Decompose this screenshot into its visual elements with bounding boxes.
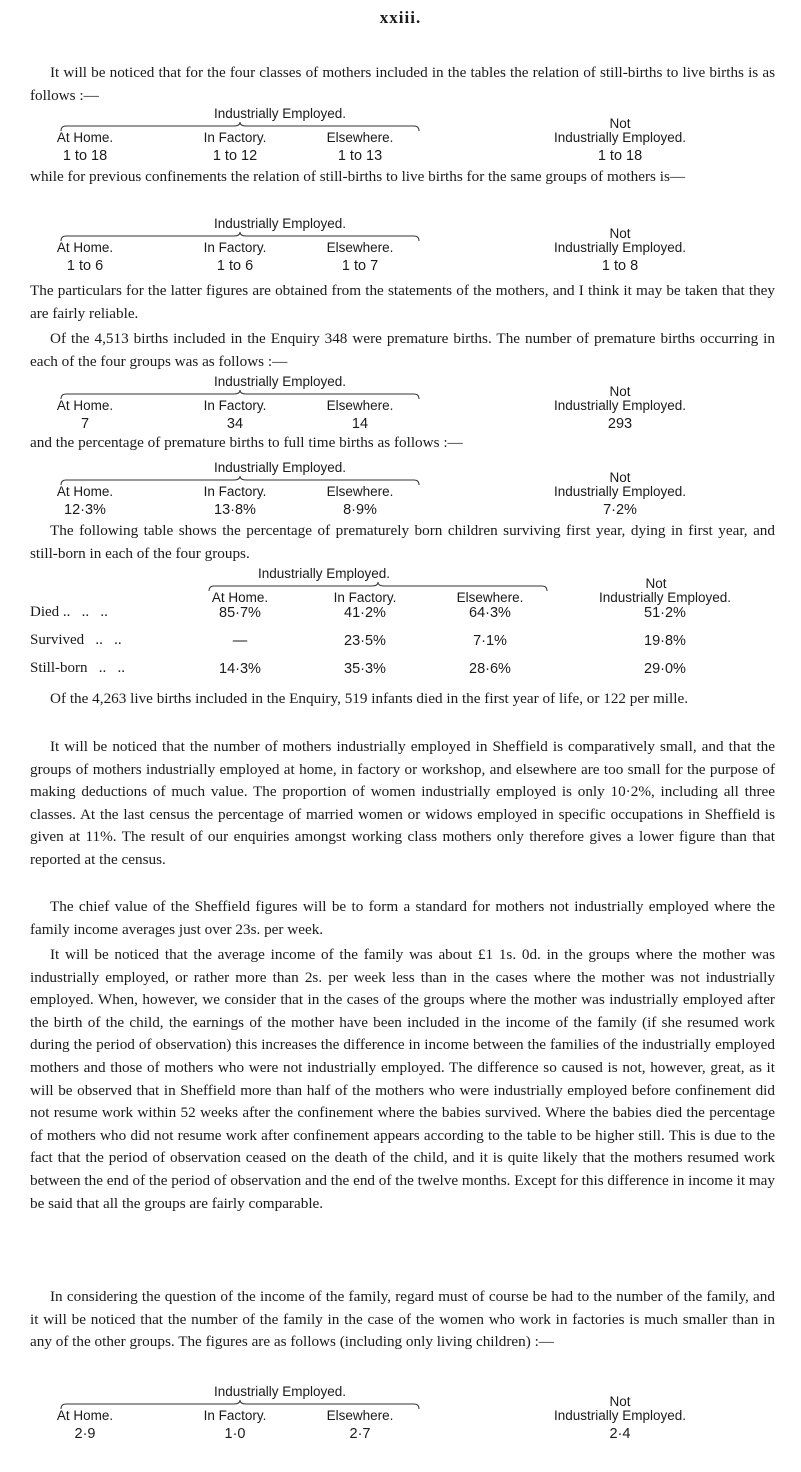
value-stillborn-not-employed: 29·0% [644,661,686,677]
header-in-factory: In Factory. [203,1408,267,1423]
value-at-home: 2·9 [74,1426,96,1442]
header-in-factory: In Factory. [203,398,267,413]
value-at-home: 12·3% [64,502,106,518]
not-caption: Not [609,1394,631,1409]
not-caption: Not [609,470,631,485]
value-survived-at-home: — [232,633,248,649]
value-at-home: 1 to 6 [66,258,104,274]
value-died-not-employed: 51·2% [644,605,686,621]
value-in-factory: 1 to 12 [212,148,258,164]
value-at-home: 1 to 18 [62,148,108,164]
industrially-employed-caption: Industrially Employed. [258,566,391,581]
header-not-employed: Industrially Employed. [553,130,687,145]
value-stillborn-elsewhere: 28·6% [469,661,511,677]
header-at-home: At Home. [56,1408,114,1423]
header-elsewhere: Elsewhere. [326,1408,394,1423]
value-survived-not-employed: 19·8% [644,633,686,649]
value-stillborn-at-home: 14·3% [219,661,261,677]
paragraph-premature-births: Of the 4,513 births included in the Enquiry 348 were premature births. The number of premature births occurring in each of the four groups was as follows :— [30,330,775,370]
not-caption: Not [609,384,631,399]
value-not-employed: 2·4 [609,1426,631,1442]
value-in-factory: 1 to 6 [216,258,254,274]
paragraph-previous-confinements: while for previous confinements the relation of still-births to live births for the same groups of mothers is— [30,168,686,185]
header-not-employed: Industrially Employed. [553,398,687,413]
value-in-factory: 13·8% [214,502,256,518]
value-not-employed: 1 to 18 [597,148,643,164]
not-caption: Not [609,226,631,241]
header-elsewhere: Elsewhere. [326,398,394,413]
header-at-home: At Home. [56,240,114,255]
header-elsewhere: Elsewhere. [326,130,394,145]
value-died-in-factory: 41·2% [344,605,386,621]
header-not-employed: Industrially Employed. [598,590,732,605]
value-in-factory: 34 [226,416,244,432]
paragraph-live-births: Of the 4,263 live births included in the Enquiry, 519 infants died in the first year of life, or 122 per mille. [50,690,689,707]
paragraph-family-size: In considering the question of the income of the family, regard must of course be had to the number of the family, and it will be noticed that the number of the family in the case of the women who work in factories is much smaller than in any of the other groups. The figures are as follows (including only living children) :— [30,1288,775,1351]
paragraph-still-births-intro: It will be noticed that for the four classes of mothers included in the tables the relation of still-births to live births is as follows :— [30,64,775,104]
value-stillborn-in-factory: 35·3% [344,661,386,677]
value-not-employed: 293 [607,416,633,432]
industrially-employed-caption: Industrially Employed. [214,106,347,121]
header-in-factory: In Factory. [333,590,397,605]
value-at-home: 7 [80,416,90,432]
header-at-home: At Home. [56,484,114,499]
header-at-home: At Home. [56,130,114,145]
value-elsewhere: 1 to 13 [337,148,383,164]
industrially-employed-caption: Industrially Employed. [214,1384,347,1399]
not-caption: Not [609,116,631,131]
value-died-elsewhere: 64·3% [469,605,511,621]
industrially-employed-caption: Industrially Employed. [214,216,347,231]
header-elsewhere: Elsewhere. [326,240,394,255]
header-not-employed: Industrially Employed. [553,240,687,255]
value-elsewhere: 14 [351,416,369,432]
row-label-still-born: Still-born .. .. [30,660,126,676]
paragraph-prematurely-born-table: The following table shows the percentage of prematurely born children surviving first year, dying in first year, and still-born in each of the four groups. [30,522,775,562]
header-in-factory: In Factory. [203,130,267,145]
value-elsewhere: 8·9% [343,502,377,518]
paragraph-sheffield-employment: It will be noticed that the number of mothers industrially employed in Sheffield is comparatively small, and that the groups of mothers industrially employed at home, in factory or workshop, and elsewhere are too small for the purpose of making deductions of much value. The proportion of women industrially employed is only 10·2%, including all three classes. At the last census the percentage of married women or widows employed in specific occupations in Sheffield is given at 11%. The result of our enquiries amongst working class mothers only therefore gives a lower figure than that reported at the census. [30,738,775,868]
paragraph-particulars: The particulars for the latter figures are obtained from the statements of the mothers, and I think it may be taken that they are fairly reliable. [30,282,775,322]
header-in-factory: In Factory. [203,240,267,255]
paragraph-average-income: It will be noticed that the average income of the family was about £1 1s. 0d. in the groups where the mother was industrially employed, or rather more than 2s. per week less than in the cases where the mother was not industrially employed. When, however, we consider that in the cases of the groups where the mother was industrially employed after the birth of the child, the earnings of the mother have been included in the income of the family (if she resumed work during the period of observation) this increases the difference in income between the families of the industrially employed mothers and those of mothers who were not industrially employed. The difference so caused is not, however, great, as it will be observed that in Sheffield more than half of the mothers who were industrially employed before confinement did not resume work within 52 weeks after the confinement where the babies survived. Where the babies died the percentage of mothers who did not resume work after confinement appears according to the table to be higher still. This is due to the fact that the period of observation ceased on the death of the child, and it is quite likely that the mothers resumed work between the end of the period of observation and the end of the twelve months. Except for this difference in income it may be said that all the groups are fairly comparable. [30,946,775,1212]
value-survived-elsewhere: 7·1% [473,633,507,649]
value-not-employed: 1 to 8 [601,258,639,274]
header-not-employed: Industrially Employed. [553,484,687,499]
paragraph-chief-value: The chief value of the Sheffield figures will be to form a standard for mothers not industrially employed where the family income averages just over 23s. per week. [30,898,775,938]
row-label-survived: Survived .. .. [30,632,122,648]
header-elsewhere: Elsewhere. [456,590,524,605]
value-survived-in-factory: 23·5% [344,633,386,649]
value-not-employed: 7·2% [603,502,637,518]
paragraph-percentage-premature: and the percentage of premature births to full time births as follows :— [30,434,463,451]
header-at-home: At Home. [211,590,269,605]
value-died-at-home: 85·7% [219,605,261,621]
page-number: xxiii. [379,8,422,27]
header-at-home: At Home. [56,398,114,413]
header-not-employed: Industrially Employed. [553,1408,687,1423]
value-elsewhere: 1 to 7 [341,258,379,274]
not-caption: Not [645,576,667,591]
value-elsewhere: 2·7 [349,1426,371,1442]
industrially-employed-caption: Industrially Employed. [214,460,347,475]
value-in-factory: 1·0 [224,1426,246,1442]
row-label-died: Died .. .. .. [30,604,108,620]
header-in-factory: In Factory. [203,484,267,499]
industrially-employed-caption: Industrially Employed. [214,374,347,389]
header-elsewhere: Elsewhere. [326,484,394,499]
